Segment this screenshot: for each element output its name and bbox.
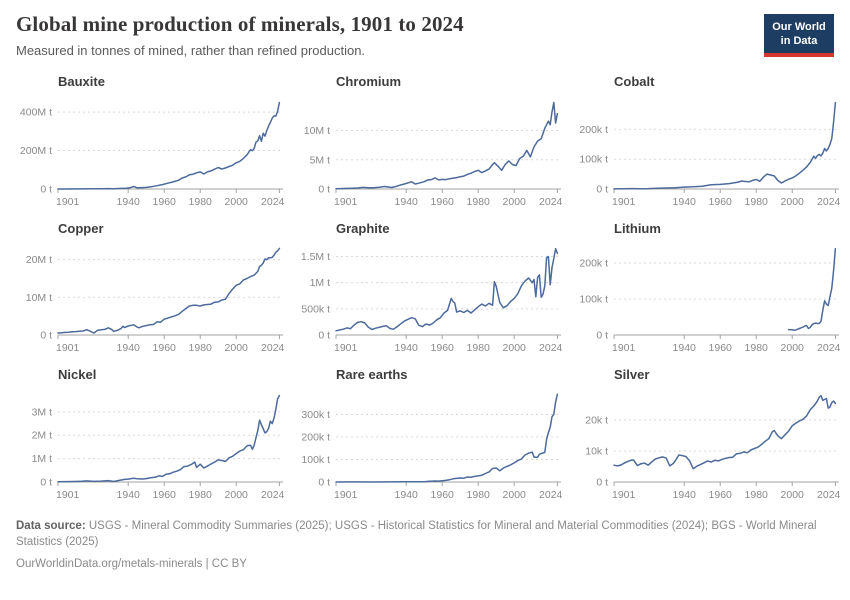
svg-text:10M t: 10M t bbox=[25, 292, 52, 305]
svg-text:2024: 2024 bbox=[539, 195, 563, 208]
svg-text:1960: 1960 bbox=[708, 488, 732, 501]
chart-copper bbox=[16, 221, 288, 358]
svg-text:2M t: 2M t bbox=[31, 429, 52, 442]
svg-text:200k t: 200k t bbox=[301, 431, 330, 444]
svg-text:0 t: 0 t bbox=[596, 183, 608, 196]
svg-text:2024: 2024 bbox=[817, 488, 841, 501]
svg-text:1901: 1901 bbox=[612, 195, 636, 208]
svg-text:1901: 1901 bbox=[56, 342, 80, 355]
chart-title-chromium: Chromium bbox=[336, 74, 401, 89]
svg-text:1960: 1960 bbox=[152, 195, 176, 208]
data-source-line bbox=[16, 518, 834, 551]
small-multiples-grid bbox=[16, 74, 841, 504]
svg-text:2000: 2000 bbox=[502, 488, 526, 501]
chromium-line-chart bbox=[294, 93, 566, 211]
chart-rare-earths bbox=[294, 367, 566, 504]
svg-text:2024: 2024 bbox=[817, 195, 841, 208]
svg-text:1980: 1980 bbox=[744, 195, 768, 208]
chart-title-graphite: Graphite bbox=[336, 220, 390, 236]
page-subtitle: Measured in tonnes of mined, rather than refined production. bbox=[16, 43, 366, 58]
chart-title-silver: Silver bbox=[614, 367, 650, 383]
svg-text:0 t: 0 t bbox=[40, 329, 52, 342]
data-source-label: Data source: bbox=[16, 519, 86, 532]
chart-title-rare-earths: Rare earths bbox=[336, 367, 408, 383]
svg-text:100k t: 100k t bbox=[579, 153, 608, 166]
svg-text:0 t: 0 t bbox=[318, 183, 330, 196]
chart-chromium bbox=[294, 74, 566, 211]
svg-text:2000: 2000 bbox=[224, 195, 248, 208]
svg-text:1901: 1901 bbox=[56, 488, 80, 501]
svg-text:10M t: 10M t bbox=[303, 124, 330, 137]
svg-text:1901: 1901 bbox=[612, 342, 636, 355]
svg-text:1901: 1901 bbox=[334, 488, 358, 501]
svg-text:2024: 2024 bbox=[261, 488, 285, 501]
page-header bbox=[16, 12, 834, 58]
chart-footer bbox=[16, 518, 834, 573]
svg-text:1901: 1901 bbox=[334, 195, 358, 208]
svg-text:200k t: 200k t bbox=[579, 257, 608, 270]
svg-text:1960: 1960 bbox=[708, 195, 732, 208]
chart-cobalt bbox=[572, 74, 844, 211]
svg-text:1940: 1940 bbox=[394, 342, 418, 355]
svg-text:1940: 1940 bbox=[672, 342, 696, 355]
svg-text:300k t: 300k t bbox=[301, 408, 330, 421]
svg-text:1940: 1940 bbox=[394, 488, 418, 501]
svg-text:1980: 1980 bbox=[466, 488, 490, 501]
svg-text:20M t: 20M t bbox=[25, 254, 52, 267]
svg-text:2000: 2000 bbox=[224, 342, 248, 355]
chart-lithium bbox=[572, 221, 844, 358]
owid-logo[interactable] bbox=[764, 14, 834, 57]
owid-logo-line2: in Data bbox=[780, 35, 818, 48]
page-title: Global mine production of minerals, 1901 to 2024 bbox=[16, 12, 464, 36]
svg-text:2024: 2024 bbox=[817, 342, 841, 355]
svg-text:2000: 2000 bbox=[502, 195, 526, 208]
svg-text:400M t: 400M t bbox=[19, 106, 52, 119]
owid-logo-line1: Our World bbox=[772, 21, 826, 33]
svg-text:1980: 1980 bbox=[744, 488, 768, 501]
svg-text:1940: 1940 bbox=[394, 195, 418, 208]
svg-text:0 t: 0 t bbox=[40, 476, 52, 489]
svg-text:2024: 2024 bbox=[261, 342, 285, 355]
svg-text:0 t: 0 t bbox=[596, 476, 608, 489]
svg-text:1980: 1980 bbox=[466, 195, 490, 208]
svg-text:1960: 1960 bbox=[430, 195, 454, 208]
chart-title-nickel: Nickel bbox=[58, 367, 97, 383]
svg-text:1940: 1940 bbox=[672, 195, 696, 208]
svg-text:1901: 1901 bbox=[334, 342, 358, 355]
svg-text:1901: 1901 bbox=[56, 195, 80, 208]
svg-text:1940: 1940 bbox=[116, 488, 140, 501]
svg-text:1940: 1940 bbox=[116, 342, 140, 355]
svg-text:200M t: 200M t bbox=[19, 144, 52, 157]
svg-text:2024: 2024 bbox=[261, 195, 285, 208]
svg-text:2000: 2000 bbox=[780, 195, 804, 208]
svg-text:0 t: 0 t bbox=[40, 183, 52, 196]
svg-text:1980: 1980 bbox=[188, 195, 212, 208]
svg-text:1M t: 1M t bbox=[31, 452, 52, 465]
bauxite-line-chart bbox=[16, 93, 288, 211]
svg-text:2000: 2000 bbox=[224, 488, 248, 501]
chart-graphite bbox=[294, 221, 566, 358]
chart-nickel bbox=[16, 367, 288, 504]
svg-text:1960: 1960 bbox=[430, 342, 454, 355]
svg-text:1980: 1980 bbox=[188, 342, 212, 355]
svg-text:100k t: 100k t bbox=[579, 293, 608, 306]
svg-text:2000: 2000 bbox=[502, 342, 526, 355]
svg-text:0 t: 0 t bbox=[596, 329, 608, 342]
svg-text:1901: 1901 bbox=[612, 488, 636, 501]
owid-url-license: OurWorldinData.org/metals-minerals | CC BY bbox=[16, 558, 247, 571]
svg-text:20k t: 20k t bbox=[585, 414, 608, 427]
copper-line-chart bbox=[16, 239, 288, 357]
svg-text:2024: 2024 bbox=[539, 488, 563, 501]
svg-text:0 t: 0 t bbox=[318, 476, 330, 489]
svg-text:1980: 1980 bbox=[466, 342, 490, 355]
header-text bbox=[16, 12, 464, 58]
svg-text:1940: 1940 bbox=[116, 195, 140, 208]
svg-text:1960: 1960 bbox=[430, 488, 454, 501]
data-source-text: USGS - Mineral Commodity Summaries (2025); USGS - Historical Statistics for Mineral and Material Commodities (2024); BGS - World Mineral Statistics (2025) bbox=[16, 519, 817, 549]
svg-text:1960: 1960 bbox=[152, 488, 176, 501]
svg-text:1960: 1960 bbox=[152, 342, 176, 355]
svg-text:2000: 2000 bbox=[780, 342, 804, 355]
chart-title-bauxite: Bauxite bbox=[58, 74, 105, 89]
svg-text:1.5M t: 1.5M t bbox=[300, 251, 330, 264]
svg-text:500k t: 500k t bbox=[301, 303, 330, 316]
svg-text:0 t: 0 t bbox=[318, 329, 330, 342]
svg-text:3M t: 3M t bbox=[31, 406, 52, 419]
chart-title-cobalt: Cobalt bbox=[614, 74, 655, 89]
svg-text:10k t: 10k t bbox=[585, 445, 608, 458]
chart-title-lithium: Lithium bbox=[614, 220, 661, 236]
svg-text:1960: 1960 bbox=[708, 342, 732, 355]
chart-silver bbox=[572, 367, 844, 504]
nickel-line-chart bbox=[16, 386, 288, 504]
silver-line-chart bbox=[572, 386, 844, 504]
svg-text:2000: 2000 bbox=[780, 488, 804, 501]
svg-text:1940: 1940 bbox=[672, 488, 696, 501]
chart-title-copper: Copper bbox=[58, 220, 104, 236]
svg-text:1980: 1980 bbox=[188, 488, 212, 501]
cobalt-line-chart bbox=[572, 93, 844, 211]
svg-text:1M t: 1M t bbox=[309, 277, 330, 290]
rare-earths-line-chart bbox=[294, 386, 566, 504]
svg-text:200k t: 200k t bbox=[579, 123, 608, 136]
svg-text:2024: 2024 bbox=[539, 342, 563, 355]
svg-text:5M t: 5M t bbox=[309, 153, 330, 166]
graphite-line-chart bbox=[294, 239, 566, 357]
svg-text:100k t: 100k t bbox=[301, 453, 330, 466]
svg-text:1980: 1980 bbox=[744, 342, 768, 355]
chart-bauxite bbox=[16, 74, 288, 211]
lithium-line-chart bbox=[572, 239, 844, 357]
